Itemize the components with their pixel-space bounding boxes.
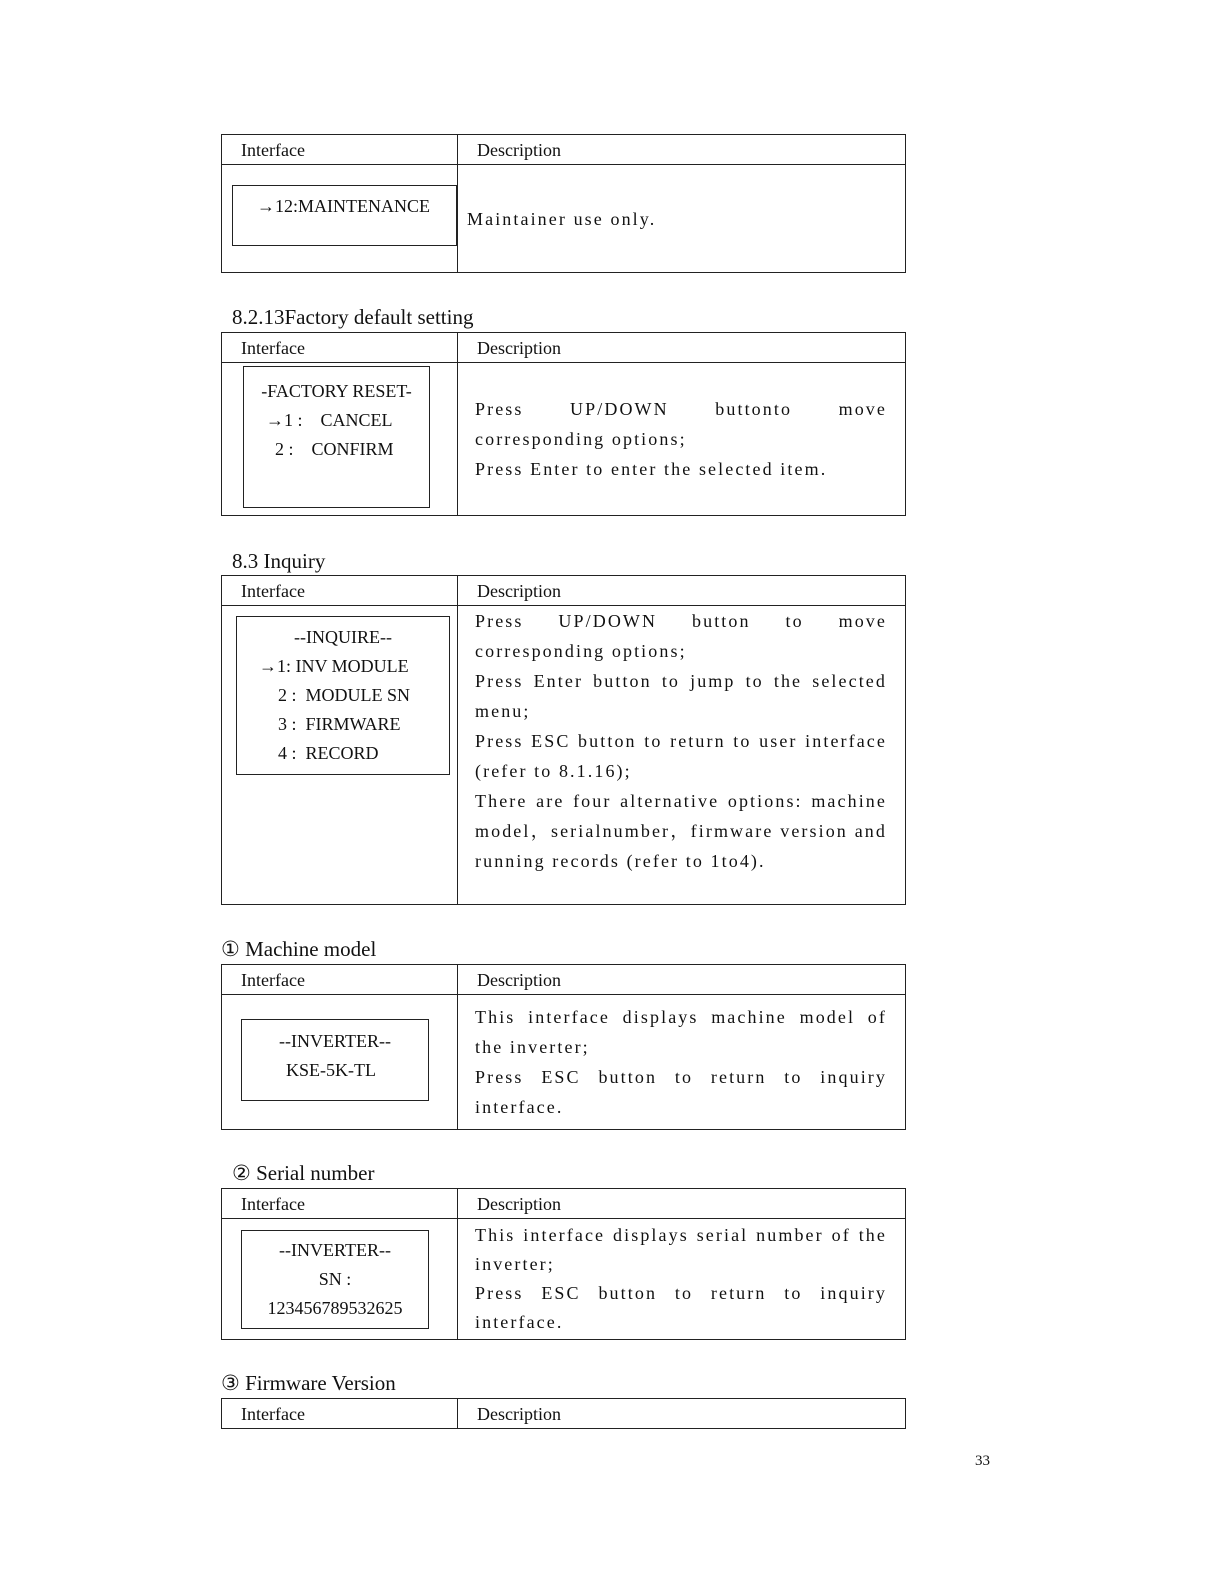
lcd-title: -FACTORY RESET-	[261, 381, 412, 401]
section-heading-machine-model: ① Machine model	[221, 937, 377, 961]
inquiry-table	[221, 575, 906, 905]
description-header: Description	[477, 580, 561, 601]
description-text: This interface displays serial number of the inverter;	[475, 1225, 887, 1274]
description-text: Press Enter button to jump to the selected menu;	[475, 671, 887, 721]
interface-header: Interface	[241, 969, 305, 990]
section-heading-inquiry: 8.3 Inquiry	[232, 549, 326, 573]
lcd-option-firmware: 3 : FIRMWARE	[278, 714, 401, 734]
lcd-option-record: 4 : RECORD	[278, 743, 379, 763]
description-text: There are four alternative options: machine model，serialnumber，firmware version and running records (refer to 1to4).	[475, 791, 887, 871]
lcd-inquire	[236, 616, 450, 775]
description-header: Description	[477, 337, 561, 358]
lcd-sn-label: SN :	[318, 1269, 352, 1289]
lcd-serial-number	[241, 1230, 429, 1329]
lcd-sn-value: 123456789532625	[267, 1298, 403, 1318]
lcd-option-inv-module: →1: INV MODULE	[259, 656, 409, 676]
description-text: Press ESC button to return to inquiry interface.	[475, 1067, 887, 1117]
interface-header: Interface	[241, 139, 305, 160]
lcd-title: --INQUIRE--	[294, 627, 392, 647]
lcd-option-module-sn: 2 : MODULE SN	[278, 685, 411, 705]
section-heading-factory: 8.2.13Factory default setting	[232, 305, 474, 329]
lcd-option-cancel: →1 : CANCEL	[266, 410, 393, 430]
serial-number-description	[458, 1221, 905, 1337]
description-text: Maintainer use only.	[467, 208, 657, 229]
lcd-title: --INVERTER--	[279, 1031, 391, 1051]
machine-model-description	[458, 1002, 905, 1122]
lcd-model-value: KSE-5K-TL	[286, 1060, 376, 1080]
description-text: Press UP/DOWN buttonto move corresponding options;	[475, 399, 887, 449]
lcd-maintenance	[232, 185, 457, 246]
lcd-option-confirm: 2 : CONFIRM	[266, 439, 394, 459]
description-text: Press ESC button to return to inquiry interface.	[475, 1283, 887, 1332]
description-header: Description	[477, 1193, 561, 1214]
description-header: Description	[477, 1403, 561, 1424]
section-heading-firmware: ③ Firmware Version	[221, 1371, 396, 1395]
description-text: Press ESC button to return to user interface (refer to 8.1.16);	[475, 731, 887, 781]
maintenance-description	[458, 204, 905, 234]
section-heading-serial-number: ② Serial number	[232, 1161, 375, 1185]
lcd-line: →12:MAINTENANCE	[257, 196, 430, 216]
lcd-title: --INVERTER--	[279, 1240, 391, 1260]
factory-description	[458, 394, 905, 484]
description-text: Press Enter to enter the selected item.	[475, 459, 828, 479]
inquiry-description	[458, 606, 905, 876]
firmware-table	[221, 1398, 906, 1429]
factory-table	[221, 332, 906, 516]
description-header: Description	[477, 969, 561, 990]
serial-number-table	[221, 1188, 906, 1340]
maintenance-table	[221, 134, 906, 273]
machine-model-table	[221, 964, 906, 1130]
interface-header: Interface	[241, 1193, 305, 1214]
interface-header: Interface	[241, 1403, 305, 1424]
description-text: This interface displays machine model of the inverter;	[475, 1007, 887, 1057]
page-number: 33	[975, 1453, 990, 1469]
description-text: Press UP/DOWN button to move corresponding options;	[475, 611, 887, 661]
interface-header: Interface	[241, 580, 305, 601]
description-header: Description	[477, 139, 561, 160]
interface-header: Interface	[241, 337, 305, 358]
lcd-factory-reset	[243, 366, 430, 508]
lcd-machine-model	[241, 1019, 429, 1101]
